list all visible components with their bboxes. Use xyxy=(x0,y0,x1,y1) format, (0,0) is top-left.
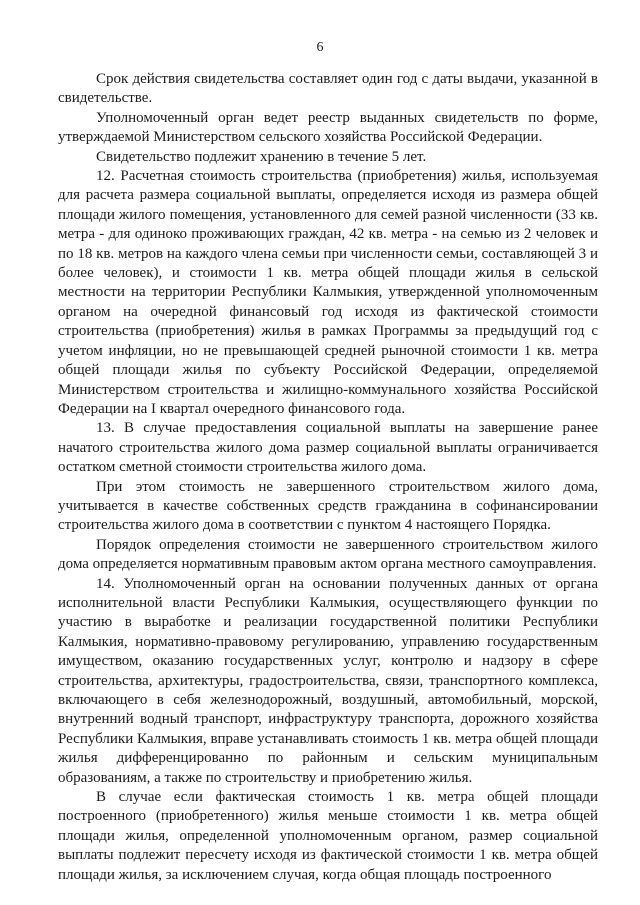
paragraph-section-13: 13. В случае предоставления социальной выплаты на завершение ранее начатого строительства жилого дома размер социальной выплаты ограничивается остатком сметной стоимости строительства жилого дома. xyxy=(58,420,598,476)
document-body xyxy=(58,70,598,885)
paragraph-section-12: 12. Расчетная стоимость строительства (приобретения) жилья, используемая для расчета размера социальной выплаты, определяется исходя из размера общей площади жилого помещения, установленного для семей разной численности (33 кв. метра - для одиноко проживающих граждан, 42 кв. метра - на семью из 2 человек и по 18 кв. метров на каждого члена семьи при численности семьи, составляющей 3 и более человек), и стоимости 1 кв. метра общей площади жилья в сельской местности на территории Республики Калмыкия, утвержденной уполномоченным органом на очередной финансовый год исходя из фактической стоимости строительства (приобретения) жилья в рамках Программы за предыдущий год с учетом инфляции, но не превышающей средней рыночной стоимости 1 кв. метра общей площади жилья по субъекту Российской Федерации, определяемой Министерством строительства и жилищно-коммунального хозяйства Российской Федерации на I квартал очередного финансового года. xyxy=(58,168,598,417)
paragraph-recalculation: В случае если фактическая стоимость 1 кв. метра общей площади построенного (приобретенного) жилья меньше стоимости 1 кв. метра общей площади жилья, определенной уполномоченным органом, размер социальной выплаты подлежит пересчету исходя из фактической стоимости 1 кв. метра общей площади жилья, за исключением случая, когда общая площадь построенного xyxy=(58,789,598,883)
paragraph-certificate-storage: Свидетельство подлежит хранению в течение 5 лет. xyxy=(96,148,427,165)
paragraph-certificate-validity: Срок действия свидетельства составляет один год с даты выдачи, указанной в свидетельстве. xyxy=(58,71,598,107)
paragraph-cost-determination-procedure: Порядок определения стоимости не завершенного строительством жилого дома определяется нормативным правовым актом органа местного самоуправления. xyxy=(58,536,598,573)
paragraph-certificate-registry: Уполномоченный орган ведет реестр выданных свидетельств по форме, утверждаемой Министерством сельского хозяйства Российской Федерации. xyxy=(58,109,598,146)
paragraph-unfinished-construction-cost: При этом стоимость не завершенного строительством жилого дома, учитывается в качестве собственных средств гражданина в софинансировании строительства жилого дома в соответствии с пунктом 4 настоящего Порядка. xyxy=(58,478,598,534)
page-number: 6 xyxy=(316,40,324,55)
paragraph-section-14: 14. Уполномоченный орган на основании полученных данных от органа исполнительной власти Республики Калмыкия, осуществляющего функции по участию в выработке и реализации государственной политики Республики Калмыкия, нормативно-правовому регулированию, управлению государственным имуществом, оказанию государственных услуг, контролю и надзору в сфере строительства, архитектуры, градостроительства, связи, транспортного комплекса, включающего в себя железнодорожный, воздушный, автомобильный, морской, внутренний водный транспорт, инфраструктуру транспорта, дорожного хозяйства Республики Калмыкия, вправе устанавливать стоимость 1 кв. метра общей площади жилья дифференцированно по районным и сельским муниципальным образованиям, а также по строительству и приобретению жилья. xyxy=(58,575,598,786)
